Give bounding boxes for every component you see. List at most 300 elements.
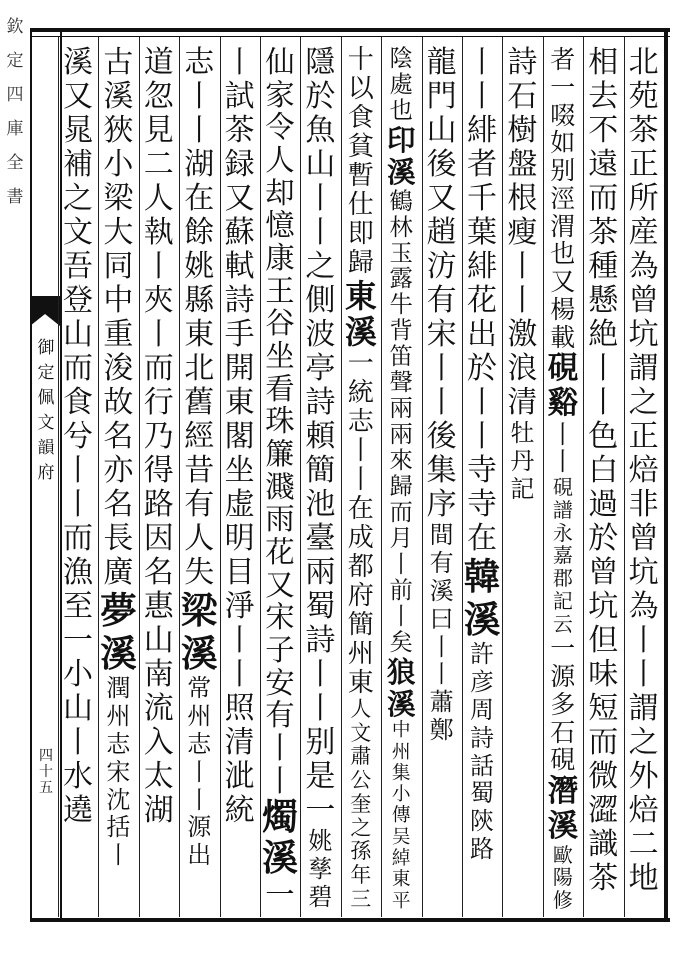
citation-char: 丹 xyxy=(510,446,535,475)
text-char: 開 xyxy=(224,351,255,386)
text-column xyxy=(503,46,541,914)
text-char: 簾 xyxy=(265,437,295,472)
citation-char: 平 xyxy=(391,890,411,912)
text-char: 至 xyxy=(63,589,93,624)
citation-char: 譜 xyxy=(552,497,573,522)
text-char: 乃 xyxy=(143,419,174,454)
text-char: 又 xyxy=(550,267,576,296)
citation-char: 潤 xyxy=(106,674,131,702)
citation-char: 傳 xyxy=(391,805,411,827)
text-char: 一 xyxy=(63,623,93,658)
citation-char: 歐 xyxy=(552,842,573,867)
citation-char: 出 xyxy=(187,841,212,870)
text-char: 長 xyxy=(103,521,134,556)
citation-char: 話 xyxy=(470,751,494,780)
citation-char: 嘉 xyxy=(552,543,573,568)
text-char: 軾 xyxy=(224,249,255,284)
text-char: 丨 xyxy=(389,601,413,630)
citation-char: 丨 xyxy=(187,757,212,786)
text-char: 丨 xyxy=(305,657,336,692)
text-char: 子 xyxy=(265,633,295,668)
text-char: 於 xyxy=(588,521,619,556)
text-char: 焙 xyxy=(628,453,659,488)
citation-char: 云 xyxy=(552,611,573,636)
text-char: 後 xyxy=(426,419,457,454)
text-char: 别 xyxy=(305,725,336,760)
text-char: 浚 xyxy=(103,351,134,386)
text-char: 統 xyxy=(347,378,374,409)
citation-char: 記 xyxy=(510,474,535,503)
text-char: 人 xyxy=(143,181,174,216)
text-char: 湖 xyxy=(143,793,174,828)
text-char: 産 xyxy=(628,215,659,250)
text-char: 丨 xyxy=(467,79,497,114)
citation-char: 州 xyxy=(187,701,212,730)
text-char: 即 xyxy=(347,218,374,249)
text-char: 但 xyxy=(588,623,619,658)
text-char: 山 xyxy=(305,147,336,182)
citation-char: 公 xyxy=(350,768,372,793)
citation-char: 宋 xyxy=(106,757,131,786)
text-char: 餘 xyxy=(184,215,215,250)
text-char: 丨 xyxy=(628,657,659,692)
text-char: 北 xyxy=(184,351,215,386)
text-char: 謂 xyxy=(628,351,659,386)
text-char: 丨 xyxy=(184,113,215,148)
text-char: 簡 xyxy=(305,453,336,488)
text-char: 丨 xyxy=(507,249,538,284)
citation-char: 孫 xyxy=(350,839,372,864)
text-char: 瘦 xyxy=(507,215,538,250)
citation-char: 陝 xyxy=(470,807,494,836)
text-char: 别 xyxy=(550,156,576,185)
column-divider xyxy=(624,37,625,917)
column-divider xyxy=(260,37,261,917)
column-divider xyxy=(58,37,59,917)
text-char: 懸 xyxy=(588,283,619,318)
text-char: 池 xyxy=(305,487,336,522)
text-char: 笛 xyxy=(389,342,413,371)
text-char: 前 xyxy=(389,575,413,604)
text-char: 序 xyxy=(426,487,457,522)
text-char: 載 xyxy=(550,322,576,352)
text-char: 太 xyxy=(143,759,174,794)
citation-char: 鄭 xyxy=(429,716,454,745)
text-char: 歸 xyxy=(389,471,413,500)
text-char: 苑 xyxy=(628,79,659,114)
text-char: 丨 xyxy=(143,317,174,352)
citation-char: 蜀 xyxy=(470,779,494,808)
text-char: 志 xyxy=(184,45,215,80)
text-char: 兩 xyxy=(389,394,413,423)
text-char: 食 xyxy=(347,102,374,133)
text-char: 北 xyxy=(628,45,659,80)
text-char: 啜 xyxy=(550,100,576,130)
text-char: 樹 xyxy=(507,113,538,148)
text-char: 者 xyxy=(550,45,576,74)
text-char: 雨 xyxy=(265,502,295,537)
text-char: 丨 xyxy=(426,351,457,386)
citation-char: 人 xyxy=(350,696,372,721)
citation-char: 郡 xyxy=(552,566,573,591)
text-char: 渭 xyxy=(550,211,576,241)
text-char: 却 xyxy=(265,175,295,210)
text-char: 門 xyxy=(426,79,457,114)
text-char: 一 xyxy=(347,349,374,380)
text-char: 忽 xyxy=(143,79,174,114)
text-char: 二 xyxy=(143,147,174,182)
text-char: 而 xyxy=(63,521,93,556)
text-column xyxy=(180,46,218,914)
text-char: 多 xyxy=(550,689,576,719)
text-char: 短 xyxy=(588,691,619,726)
citation-char: 肅 xyxy=(350,744,372,769)
text-char: 丨 xyxy=(305,181,336,216)
text-char: 丨 xyxy=(63,725,93,760)
citation-char: 溪 xyxy=(429,576,454,605)
text-char: 二 xyxy=(628,827,659,862)
text-char: 識 xyxy=(588,827,619,862)
citation-char: 彦 xyxy=(470,667,494,696)
text-char: 相 xyxy=(588,45,619,80)
text-char: 失 xyxy=(184,555,215,590)
text-char: 梁 xyxy=(103,181,134,216)
text-char: 東 xyxy=(184,317,215,352)
citation-char: 常 xyxy=(187,674,212,702)
text-char: 丨 xyxy=(507,283,538,318)
page-number: 四 十 五 xyxy=(39,748,53,796)
text-char: 激 xyxy=(507,317,538,352)
text-char: 録 xyxy=(224,147,255,182)
text-char: 名 xyxy=(103,419,134,454)
text-char: 花 xyxy=(467,283,497,318)
text-char: 背 xyxy=(389,316,413,345)
text-char: 千 xyxy=(467,181,497,216)
citation-char: 丨 xyxy=(187,785,212,814)
text-char: 丨 xyxy=(63,453,93,488)
citation-char: 曰 xyxy=(429,604,454,633)
headword-char: 溪 xyxy=(344,312,377,351)
text-char: 丨 xyxy=(265,731,295,766)
citation-char: 集 xyxy=(391,762,411,784)
text-char: 丨 xyxy=(347,465,374,496)
text-char: 陰 xyxy=(389,44,413,72)
citation-char: 中 xyxy=(391,720,411,742)
citation-char: 文 xyxy=(350,720,372,745)
text-char: 姚 xyxy=(184,249,215,284)
text-char: 在 xyxy=(347,494,374,525)
column-divider xyxy=(139,37,140,917)
text-char: 蘇 xyxy=(224,215,255,250)
text-char: 為 xyxy=(628,589,659,624)
text-char: 曾 xyxy=(588,555,619,590)
text-char: 坑 xyxy=(628,317,659,352)
column-divider xyxy=(98,37,99,917)
text-char: 丨 xyxy=(588,385,619,420)
text-char: 丨 xyxy=(305,691,336,726)
text-char: 府 xyxy=(347,580,374,611)
text-char: 試 xyxy=(224,79,255,114)
headword-char: 梁 xyxy=(180,589,218,632)
text-char: 源 xyxy=(550,662,576,692)
citation-char: 牡 xyxy=(510,419,535,447)
text-char: 緋 xyxy=(467,249,497,284)
citation-char: 吴 xyxy=(391,826,411,848)
text-char: 王 xyxy=(265,273,295,308)
text-char: 文 xyxy=(63,215,93,250)
text-char: 簡 xyxy=(347,609,374,640)
headword-char: 狼 xyxy=(386,654,416,689)
headword-char: 谿 xyxy=(547,384,579,421)
citation-char: 碧 xyxy=(308,882,333,911)
text-char: 地 xyxy=(628,861,659,896)
text-column xyxy=(221,46,259,914)
text-char: 兮 xyxy=(63,419,93,454)
text-char: 不 xyxy=(588,113,619,148)
citation-char: 志 xyxy=(187,729,212,758)
text-char: 州 xyxy=(347,638,374,669)
text-column xyxy=(342,46,380,914)
text-char: 中 xyxy=(103,283,134,318)
text-char: 在 xyxy=(184,181,215,216)
text-char: 而 xyxy=(588,725,619,760)
text-char: 絶 xyxy=(588,317,619,352)
text-char: 清 xyxy=(507,385,538,420)
headword-char: 印 xyxy=(386,122,416,157)
citation-char: 州 xyxy=(106,701,131,730)
text-char: 東 xyxy=(347,667,374,698)
headword-char: 潛 xyxy=(547,773,579,810)
text-char: 而 xyxy=(63,351,93,386)
text-char: 硯 xyxy=(550,745,576,775)
citation-char: 記 xyxy=(552,588,573,613)
text-char: 詩 xyxy=(305,385,336,420)
text-char: 山 xyxy=(63,691,93,726)
text-column xyxy=(140,46,178,914)
citation-char: 修 xyxy=(552,888,573,912)
text-char: 名 xyxy=(103,487,134,522)
text-char: 正 xyxy=(628,147,659,182)
text-char: 緋 xyxy=(467,113,497,148)
text-char: 憶 xyxy=(265,208,295,243)
fish-tail-mark-icon xyxy=(30,296,60,326)
headword-char: 韓 xyxy=(463,555,501,598)
text-char: 一 xyxy=(550,634,576,664)
text-char: 為 xyxy=(628,249,659,284)
text-char: 歸 xyxy=(347,247,374,278)
text-char: 如 xyxy=(550,128,576,158)
text-char: 閣 xyxy=(224,419,255,454)
text-char: 於 xyxy=(305,79,336,114)
text-char: 來 xyxy=(389,446,413,475)
citation-char: 綽 xyxy=(391,847,411,869)
text-column xyxy=(463,46,501,914)
text-char: 谷 xyxy=(265,306,295,341)
text-char: 路 xyxy=(143,487,174,522)
text-char: 安 xyxy=(265,665,295,700)
text-char: 波 xyxy=(305,317,336,352)
text-char: 水 xyxy=(63,759,93,794)
column-divider xyxy=(422,37,423,917)
text-char: 白 xyxy=(588,453,619,488)
text-char: 有 xyxy=(184,487,215,522)
column-divider xyxy=(179,37,180,917)
text-char: 丨 xyxy=(184,79,215,114)
text-char: 是 xyxy=(305,759,336,794)
text-char: 也 xyxy=(389,95,413,124)
text-char: 溪 xyxy=(63,45,93,80)
text-char: 晁 xyxy=(63,113,93,148)
text-char: 兩 xyxy=(389,420,413,449)
text-char: 有 xyxy=(426,283,457,318)
text-char: 成 xyxy=(347,523,374,553)
text-char: 林 xyxy=(389,212,413,241)
text-char: 茶 xyxy=(588,861,619,896)
text-char: 昔 xyxy=(184,453,215,488)
text-char: 亦 xyxy=(103,453,134,488)
text-char: 丨 xyxy=(628,623,659,658)
text-char: 家 xyxy=(265,77,295,112)
text-char: 花 xyxy=(265,535,295,570)
text-char: 丨 xyxy=(467,419,497,454)
citation-char: 永 xyxy=(552,520,573,545)
text-char: 十 xyxy=(347,45,374,75)
text-column xyxy=(99,46,137,914)
text-char: 食 xyxy=(63,385,93,420)
text-char: 兩 xyxy=(305,555,336,590)
text-char: 補 xyxy=(63,147,93,182)
running-title: 欽 定 四 庫 全 書 xyxy=(6,17,24,207)
column-divider xyxy=(220,37,221,917)
citation-char: 丨 xyxy=(429,632,454,661)
text-char: 石 xyxy=(507,79,538,114)
text-char: 人 xyxy=(265,143,295,178)
citation-char: 括 xyxy=(106,813,131,842)
text-char: 登 xyxy=(63,283,93,318)
text-char: 照 xyxy=(224,691,255,726)
text-char: 惠 xyxy=(143,589,174,624)
text-char: 趙 xyxy=(426,215,457,250)
text-char: 寺 xyxy=(467,453,497,488)
text-char: 同 xyxy=(103,249,134,284)
text-char: 露 xyxy=(389,264,413,293)
text-char: 東 xyxy=(224,385,255,420)
text-char: 曾 xyxy=(628,283,659,318)
text-char: 盤 xyxy=(507,147,538,182)
text-char: 令 xyxy=(265,110,295,145)
text-char: 虚 xyxy=(224,487,255,522)
text-char: 魚 xyxy=(305,113,336,148)
text-char: 焙 xyxy=(628,793,659,828)
text-char: 丨 xyxy=(347,436,374,467)
text-char: 得 xyxy=(143,453,174,488)
text-char: 見 xyxy=(143,113,174,148)
text-char: 外 xyxy=(628,759,659,794)
text-char: 在 xyxy=(467,521,497,556)
text-column xyxy=(423,46,461,914)
text-char: 人 xyxy=(184,521,215,556)
headword-char: 硯 xyxy=(547,350,579,387)
text-char: 浪 xyxy=(507,351,538,386)
text-char: 道 xyxy=(143,45,174,80)
text-char: 丨 xyxy=(265,763,295,798)
text-char: 遶 xyxy=(63,793,93,828)
text-char: 非 xyxy=(628,487,659,522)
text-char: 丨 xyxy=(224,45,255,80)
text-char: 手 xyxy=(224,317,255,352)
citation-char: 三 xyxy=(350,886,372,911)
book-title: 御 定 佩 文 韻 府 xyxy=(37,338,55,483)
text-char: 蜀 xyxy=(305,589,336,624)
headword-char: 溪 xyxy=(386,155,416,190)
text-char: 統 xyxy=(224,793,255,828)
text-char: 過 xyxy=(588,487,619,522)
text-char: 入 xyxy=(143,725,174,760)
text-char: 縣 xyxy=(184,283,215,318)
text-char: 後 xyxy=(426,147,457,182)
text-char: 楊 xyxy=(550,294,576,324)
text-char: 寺 xyxy=(467,487,497,522)
page-frame-right xyxy=(664,28,668,922)
headword-char: 溪 xyxy=(262,837,298,880)
text-char: 山 xyxy=(143,623,174,658)
text-column xyxy=(382,46,420,914)
citation-char: 間 xyxy=(429,521,454,549)
text-char: 茶 xyxy=(588,215,619,250)
text-char: 去 xyxy=(588,79,619,114)
text-char: 故 xyxy=(103,385,134,420)
citation-char: 小 xyxy=(391,784,411,806)
text-char: 而 xyxy=(588,181,619,216)
column-divider xyxy=(381,37,382,917)
text-char: 者 xyxy=(467,147,497,182)
text-char: 茶 xyxy=(628,113,659,148)
text-char: 丨 xyxy=(224,623,255,658)
text-char: 澀 xyxy=(588,793,619,828)
text-char: 而 xyxy=(143,351,174,386)
page-frame-bottom xyxy=(30,918,670,922)
text-char: 坑 xyxy=(628,555,659,590)
text-char: 微 xyxy=(588,759,619,794)
text-char: 玉 xyxy=(389,238,413,267)
text-char: 名 xyxy=(143,555,174,590)
text-char: 又 xyxy=(265,567,295,602)
text-char: 詩 xyxy=(224,283,255,318)
headword-char: 溪 xyxy=(180,631,218,675)
text-char: 矣 xyxy=(389,627,413,656)
text-char: 茶 xyxy=(224,113,255,148)
headword-char: 東 xyxy=(344,276,377,315)
text-char: 仕 xyxy=(347,189,374,220)
text-char: 龍 xyxy=(426,45,457,80)
text-char: 亭 xyxy=(305,351,336,386)
text-char: 坑 xyxy=(588,589,619,624)
column-divider xyxy=(341,37,342,917)
text-char: 於 xyxy=(467,351,497,386)
text-char: 坐 xyxy=(265,339,295,374)
citation-char: 丨 xyxy=(429,660,454,689)
citation-char: 孳 xyxy=(308,854,333,883)
text-char: 也 xyxy=(550,239,576,269)
text-char: 石 xyxy=(550,717,576,747)
text-char: 宋 xyxy=(426,317,457,352)
text-char: 之 xyxy=(305,249,336,284)
text-char: 涇 xyxy=(550,183,576,213)
text-char: 集 xyxy=(426,453,457,488)
text-char: 夾 xyxy=(143,283,174,318)
text-char: 看 xyxy=(265,371,295,406)
text-char: 以 xyxy=(347,73,374,104)
